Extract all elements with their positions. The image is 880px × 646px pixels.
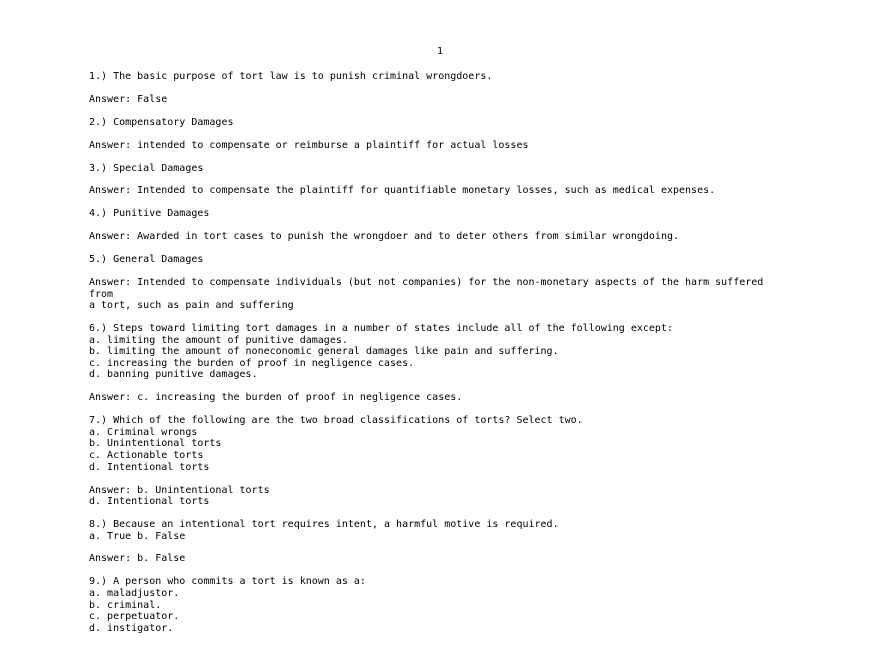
answer-block <box>89 185 789 197</box>
question-text: 1.) The basic purpose of tort law is to punish criminal wrongdoers. <box>89 71 493 82</box>
answer-text: Answer: Intended to compensate individuals (but not companies) for the non-monetary aspects of the harm suffered from <box>89 277 770 300</box>
question-option: c. increasing the burden of proof in negligence cases. <box>89 357 415 369</box>
question-block <box>89 415 789 473</box>
question-text: 7.) Which of the following are the two broad classifications of torts? Select two. <box>89 415 583 427</box>
answer-text: Answer: b. Unintentional torts <box>89 484 270 496</box>
question-option: d. banning punitive damages. <box>89 369 258 381</box>
question-text: 2.) Compensatory Damages <box>89 116 234 128</box>
answer-text: Answer: c. increasing the burden of proof in negligence cases. <box>89 392 463 404</box>
document-body <box>89 71 789 646</box>
question-block <box>89 519 789 542</box>
question-option: b. criminal. <box>89 599 162 611</box>
question-option: b. Unintentional torts <box>89 438 222 450</box>
answer-text: Answer: False <box>89 93 168 105</box>
answer-block <box>89 140 789 152</box>
question-option: d. instigator. <box>89 622 174 634</box>
question-block <box>89 208 789 220</box>
question-option: a. maladjustor. <box>89 587 180 599</box>
question-block <box>89 163 789 175</box>
answer-text: Answer: intended to compensate or reimburse a plaintiff for actual losses <box>89 139 529 151</box>
question-option: b. limiting the amount of noneconomic general damages like pain and suffering. <box>89 346 559 358</box>
question-block <box>89 323 789 381</box>
answer-text: Answer: Intended to compensate the plaintiff for quantifiable monetary losses, such as medical expenses. <box>89 185 716 197</box>
page-number: 1 <box>436 46 444 57</box>
answer-text: d. Intentional torts <box>89 496 210 508</box>
question-text: 5.) General Damages <box>89 254 204 266</box>
answer-block <box>89 392 789 404</box>
question-text: 4.) Punitive Damages <box>89 208 210 220</box>
question-text: 6.) Steps toward limiting tort damages in a number of states include all of the following except: <box>89 323 673 335</box>
question-block <box>89 576 789 634</box>
answer-text: Answer: b. False <box>89 553 186 565</box>
question-block <box>89 117 789 129</box>
question-option: d. Intentional torts <box>89 461 210 473</box>
answer-block <box>89 94 789 106</box>
question-option: a. True b. False <box>89 530 186 542</box>
question-option: c. Actionable torts <box>89 450 204 462</box>
answer-block <box>89 553 789 565</box>
question-option: a. Criminal wrongs <box>89 426 198 438</box>
question-text: 8.) Because an intentional tort requires intent, a harmful motive is required. <box>89 519 559 530</box>
answer-block <box>89 277 789 312</box>
answer-block <box>89 485 789 508</box>
answer-block <box>89 231 789 243</box>
question-block <box>89 254 789 266</box>
question-block <box>89 71 789 83</box>
question-option: a. limiting the amount of punitive damages. <box>89 334 348 346</box>
answer-text: a tort, such as pain and suffering <box>89 300 294 312</box>
question-text: 3.) Special Damages <box>89 162 204 174</box>
question-option: c. perpetuator. <box>89 611 180 623</box>
answer-text: Answer: Awarded in tort cases to punish the wrongdoer and to deter others from similar wrongdoing. <box>89 231 680 243</box>
question-text: 9.) A person who commits a tort is known as a: <box>89 576 366 588</box>
